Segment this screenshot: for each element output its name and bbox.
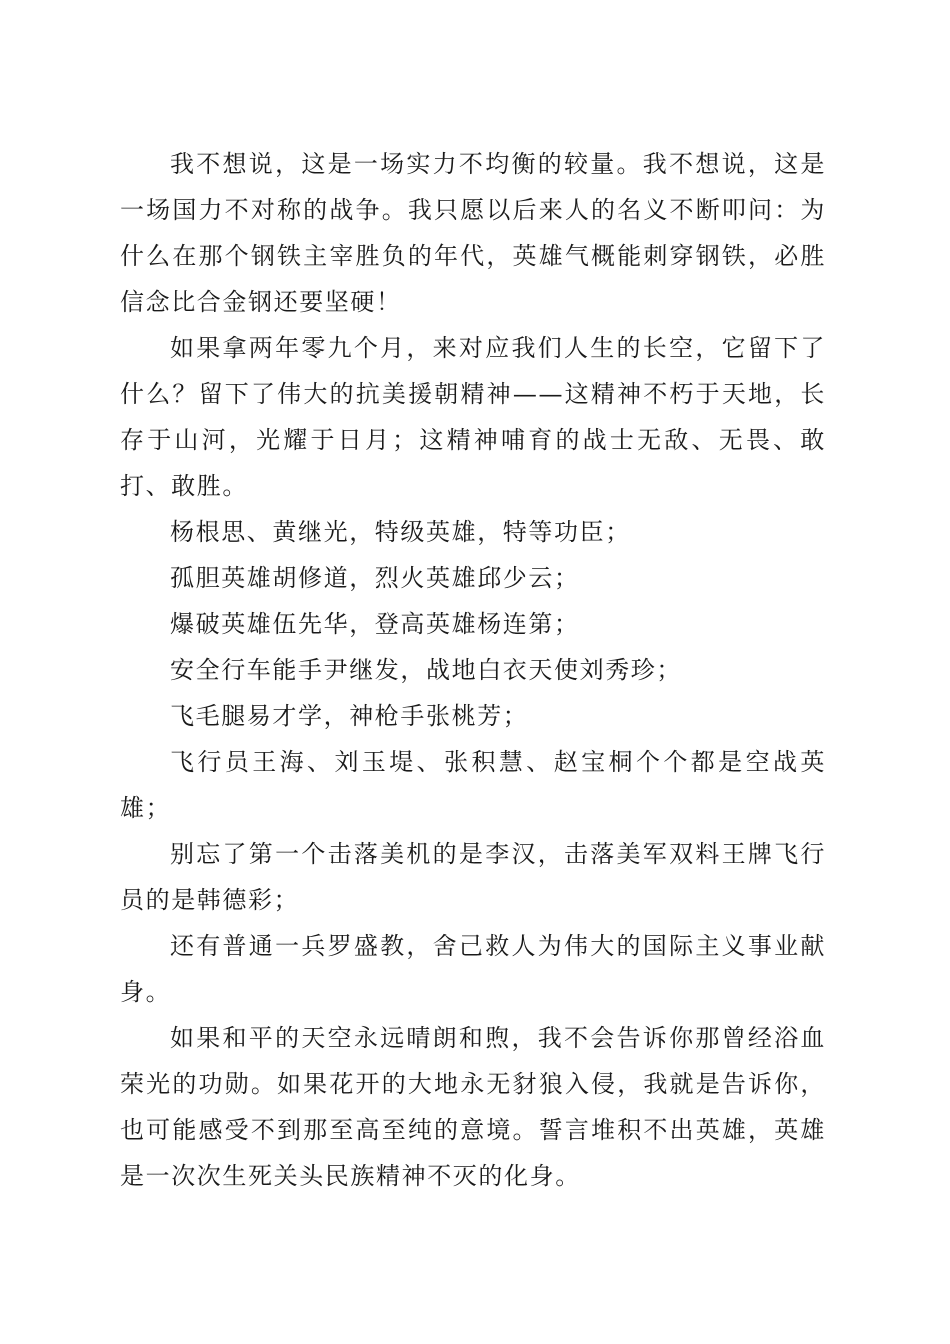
paragraph: 爆破英雄伍先华，登高英雄杨连第； (170, 610, 580, 638)
document-body (120, 141, 826, 1199)
paragraph: 如果拿两年零九个月，来对应我们人生的长空，它留下了什么？留下了伟大的抗美援朝精神——这精神不朽于天地，长存于山河，光耀于日月；这精神哺育的战士无敌、无畏、敢打、敢胜。 (120, 334, 826, 500)
paragraph: 飞行员王海、刘玉堤、张积慧、赵宝桐个个都是空战英雄； (120, 748, 826, 822)
paragraph: 我不想说，这是一场实力不均衡的较量。我不想说，这是一场国力不对称的战争。我只愿以后来人的名义不断叩问：为什么在那个钢铁主宰胜负的年代，英雄气概能刺穿钢铁，必胜信念比合金钢还要坚硬！ (120, 150, 826, 316)
paragraph: 飞毛腿易才学，神枪手张桃芳； (170, 702, 529, 730)
paragraph: 还有普通一兵罗盛教，舍己救人为伟大的国际主义事业献身。 (120, 932, 826, 1006)
paragraph: 如果和平的天空永远晴朗和煦，我不会告诉你那曾经浴血荣光的功勋。如果花开的大地永无豺狼入侵，我就是告诉你，也可能感受不到那至高至纯的意境。誓言堆积不出英雄，英雄是一次次生死关头民族精神不灭的化身。 (120, 1024, 826, 1190)
paragraph: 杨根思、黄继光，特级英雄，特等功臣； (170, 518, 631, 546)
paragraph: 安全行车能手尹继发，战地白衣天使刘秀珍； (170, 656, 682, 684)
paragraph: 别忘了第一个击落美机的是李汉，击落美军双料王牌飞行员的是韩德彩； (120, 840, 826, 914)
paragraph: 孤胆英雄胡修道，烈火英雄邱少云； (170, 564, 580, 592)
